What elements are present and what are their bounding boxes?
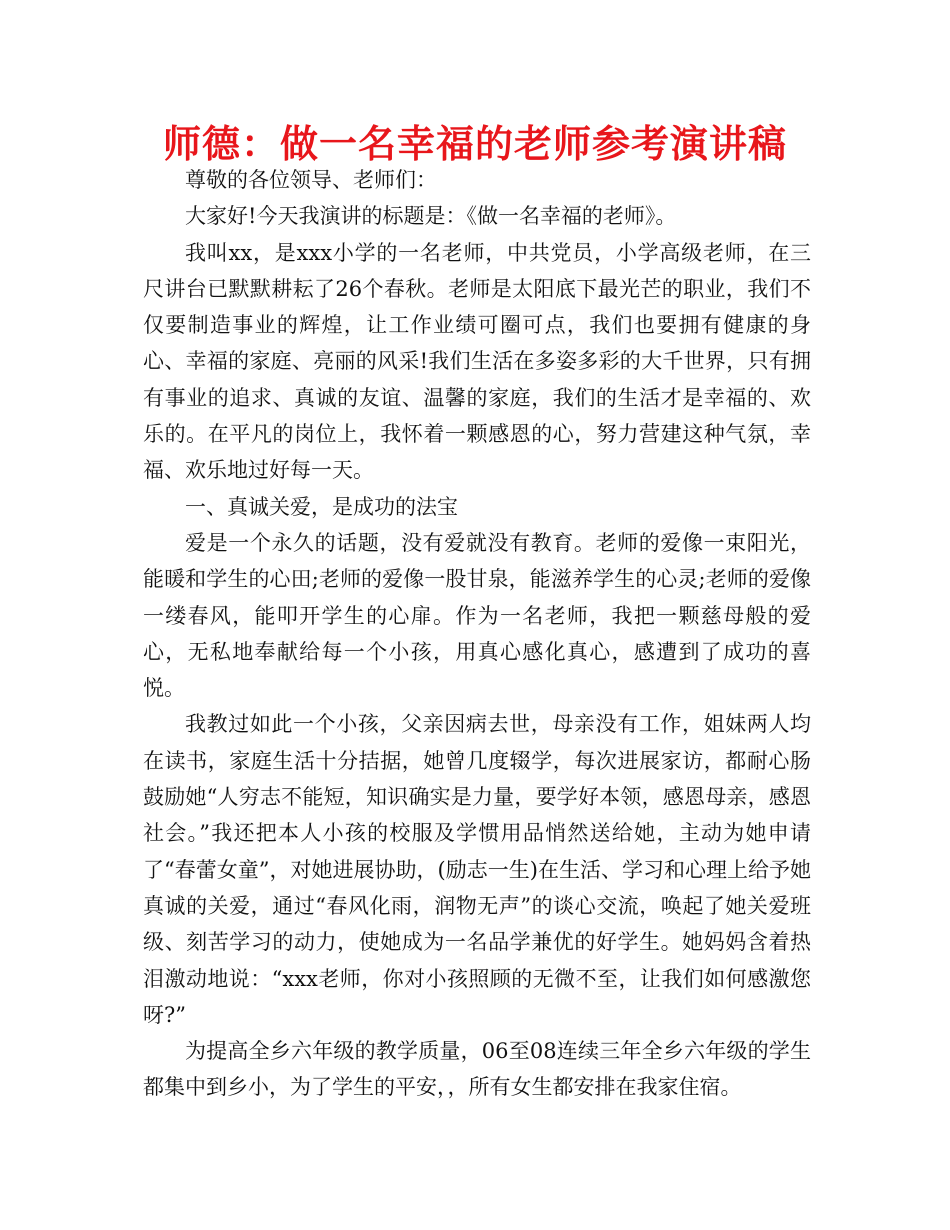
body-paragraph: 为提高全乡六年级的教学质量，06至08连续三年全乡六年级的学生都集中到乡小，为了学生的平安，，所有女生都安排在我家住宿。: [143, 1039, 811, 1100]
document-title: 师德：做一名幸福的老师参考演讲稿: [162, 122, 787, 166]
intro-paragraph: 我叫xx，是xxx小学的一名老师，中共党员，小学高级老师，在三尺讲台已默默耕耘了26个春秋。老师是太阳底下最光芒的职业，我们不仅要制造事业的辉煌，让工作业绩可圈可点，我们也要拥有健康的身心、幸福的家庭、亮丽的风采!我们生活在多姿多彩的大千世界，只有拥有事业的追求、真诚的友谊、温馨的家庭，我们的生活才是幸福的、欢乐的。在平凡的岗位上，我怀着一颗感恩的心，努力营建这种气氛，幸福、欢乐地过好每一天。: [143, 240, 811, 483]
greeting-paragraph: 大家好!今天我演讲的标题是：《做一名幸福的老师》。: [185, 204, 677, 229]
body-paragraph: 我教过如此一个小孩，父亲因病去世，母亲没有工作，姐妹两人均在读书，家庭生活十分拮据，她曾几度辍学，每次进展家访，都耐心肠鼓励她“人穷志不能短，知识确实是力量，要学好本领，感恩母亲，感恩社会。”我还把本人小孩的校服及学惯用品悄然送给她，主动为她申请了“春蕾女童”，对她进展协助，(励志一生)在生活、学习和心理上给予她真诚的关爱，通过“春风化雨，润物无声”的谈心交流，唤起了她关爱班级、刻苦学习的动力，使她成为一名品学兼优的好学生。她妈妈含着热泪激动地说：“xxx老师，你对小孩照顾的无微不至，让我们如何感激您呀?”: [143, 712, 811, 1027]
document-body: [143, 162, 811, 1106]
section-heading: 一、真诚关爱，是成功的法宝: [185, 494, 458, 519]
body-paragraph: 爱是一个永久的话题，没有爱就没有教育。老师的爱像一束阳光，能暖和学生的心田;老师的爱像一股甘泉，能滋养学生的心灵;老师的爱像一缕春风，能叩开学生的心扉。作为一名老师，我把一颗慈母般的爱心，无私地奉献给每一个小孩，用真心感化真心，感遭到了成功的喜悦。: [143, 530, 811, 701]
salutation-paragraph: 尊敬的各位领导、老师们：: [185, 168, 437, 192]
